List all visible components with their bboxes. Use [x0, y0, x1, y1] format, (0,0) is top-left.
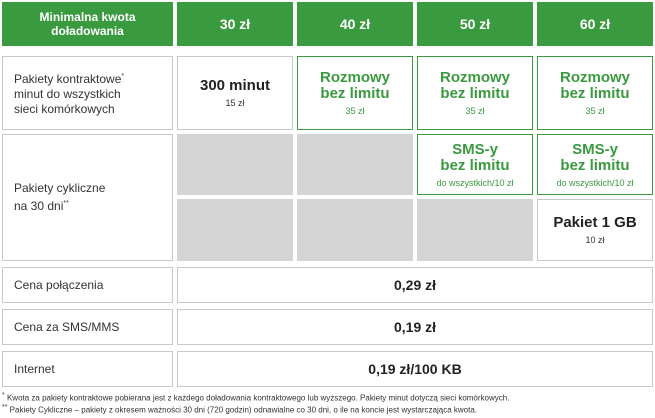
header-price-40: 40 zł	[297, 2, 413, 46]
cyclic-sms-50-title: SMS-y bez limitu	[440, 140, 510, 174]
footnote-1-text: Kwota za pakiety kontraktowe pobierana jest z każdego doładowania kontraktowego lub wyższego. Pakiety minut dotyczą sieci komórkowych.	[4, 393, 510, 403]
footnote-2-mark: **	[2, 404, 8, 411]
contract-30-price: 15 zł	[225, 98, 245, 108]
header-price-60: 60 zł	[537, 2, 653, 46]
cyclic-empty-40-b	[297, 199, 413, 261]
contract-label-sup: *	[121, 73, 125, 80]
contract-cell-50	[417, 56, 533, 130]
contract-label-main: Pakiety kontraktowe	[14, 72, 122, 86]
contract-40-title: Rozmowy bez limitu	[319, 69, 390, 102]
contract-50-price: 35 zł	[465, 106, 485, 116]
contract-cell-40	[297, 56, 413, 130]
contract-50-title: Rozmowy bez limitu	[439, 69, 510, 102]
cyclic-sms-cell-60	[537, 134, 653, 195]
cyclic-data-cell-60	[537, 199, 653, 261]
sms-price-value: 0,19 zł	[177, 309, 653, 345]
cyclic-empty-30-a	[177, 134, 293, 195]
cyclic-empty-30-b	[177, 199, 293, 261]
internet-price-value: 0,19 zł/100 KB	[177, 351, 653, 387]
contract-40-price: 35 zł	[345, 106, 365, 116]
footnote-2-text: Pakiety Cykliczne – pakiety z okresem ważności 30 dni (720 godzin) odnawialne co 30 dni, o ile na koncie jest wystarczająca kwota.	[7, 405, 478, 415]
header-price-50: 50 zł	[417, 2, 533, 46]
cyclic-label-sup: **	[63, 200, 69, 207]
row-label-cyclic	[2, 134, 173, 261]
cyclic-label-main: Pakiety cykliczne na 30 dni	[14, 181, 106, 213]
cyclic-sms-60-price: do wszystkich/10 zł	[556, 177, 634, 188]
footnote-1	[2, 392, 509, 403]
row-label-call: Cena połączenia	[2, 267, 173, 303]
call-price-value: 0,29 zł	[177, 267, 653, 303]
header-amount-label: Minimalna kwota doładowania	[2, 2, 173, 46]
cyclic-sms-60-title: SMS-y bez limitu	[560, 140, 630, 174]
cyclic-gb-60-title: Pakiet 1 GB	[553, 214, 637, 231]
cyclic-gb-60-price: 10 zł	[585, 235, 605, 245]
cyclic-empty-50-b	[417, 199, 533, 261]
row-label-sms: Cena za SMS/MMS	[2, 309, 173, 345]
contract-30-title: 300 minut	[199, 77, 271, 94]
header-price-30: 30 zł	[177, 2, 293, 46]
cyclic-empty-40-a	[297, 134, 413, 195]
cyclic-sms-cell-50	[417, 134, 533, 195]
contract-60-price: 35 zł	[585, 106, 605, 116]
contract-cell-30	[177, 56, 293, 130]
contract-60-title: Rozmowy bez limitu	[559, 69, 630, 102]
footnote-2	[2, 404, 477, 415]
cyclic-sms-50-price: do wszystkich/10 zł	[436, 177, 514, 188]
contract-label-rest: minut do wszystkich sieci komórkowych	[14, 87, 121, 116]
row-label-contract	[2, 56, 173, 130]
footnote-1-mark: *	[2, 392, 5, 399]
row-label-internet: Internet	[2, 351, 173, 387]
contract-cell-60	[537, 56, 653, 130]
